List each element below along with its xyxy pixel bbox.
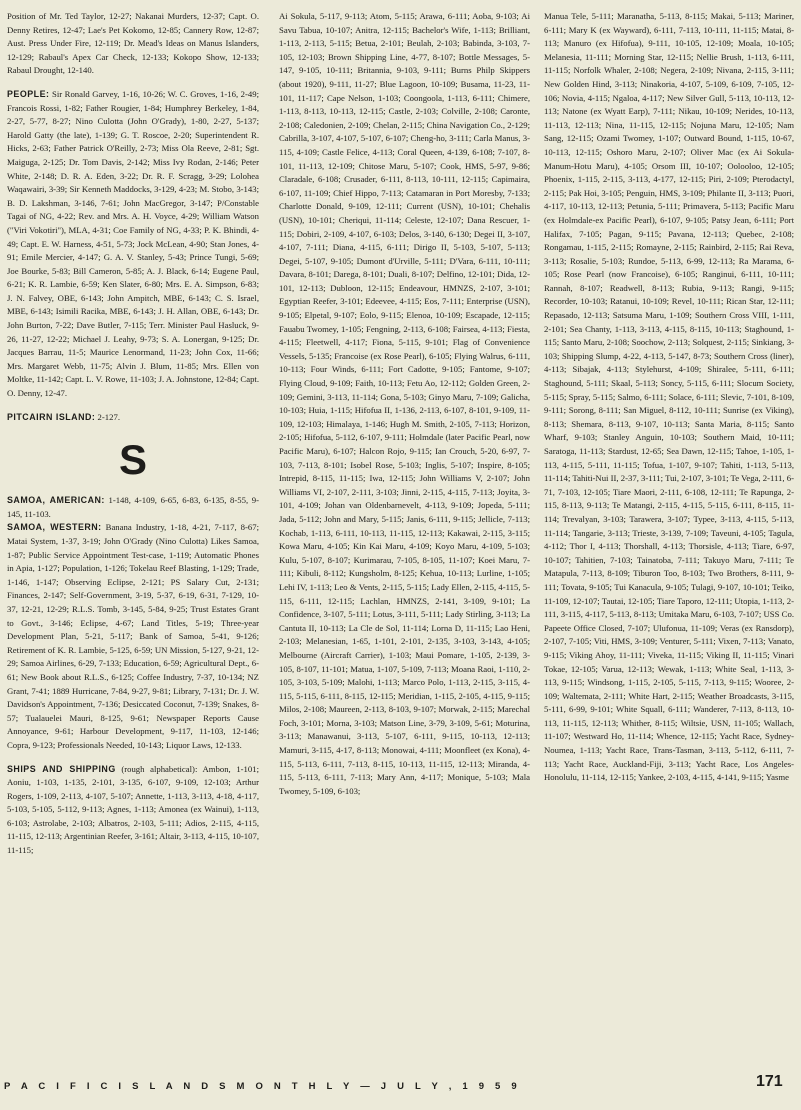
index-entry-text: Ai Sokula, 5-117, 9-113; Atom, 5-115; Arawa, 6-111; Aoba, 9-103; Ai Savu Tabua, 10-107; Anitra, 12-115; Bachelor's Wife, 1-113; Brilliant, 1-113, 2-113, 5-115; Betua, 2-101; Beulah, 2-103; Babinda, 3-103, 7-105, 12-103; Brown Shipping Line, 4-77, 8-107; Bottle Messages, 5-147, 9-105, 10-111; Britannia, 9-103, 9-111; Burns Philp Skippers (about 1920), 9-111, 11-27; Blue Lagoon, 10-109; Busama, 11-23, 11-101, 11-117; Cape Nelson, 1-103; Coongoola, 1-113, 6-111; Chimere, 1-113, 8-113, 10-113, 12-115; Castle, 2-103; Colville, 2-108; Caronte, 2-108; Caledonien, 2-109; Chelan, 2-115; China Navigation Co., 2-129; Cabrilla, 3-107, 4-107, 5-107, 6-107; Cheng-ho, 3-111; Carla Manus, 3-115, 4-109; Castle Felice, 4-113; Coral Queen, 4-139, 6-108; 7-107, 8-101, 11-113, 12-109; Chitose Maru, 5-107; Cook, HMS, 5-97, 9-86; Claradale, 6-108; Crusader, 6-111, 8-113, 10-111, 12-115; Capimaira, 6-107, 11-109; Chief Hippo, 7-113; Catamaran in Port Moresby, 7-133; Charlotte Donald, 9-109, 12-111; Current (USN), 10-101; Chehalis (USN), 10-101; Cheriqui, 11-114; Celeste, 12-107; Dana Rescuer, 1-115; Dobiri, 2-109, 4-107, 6-103; Delos, 3-140, 6-130; Degei II, 3-107, 4-107, 7-111; Diana, 4-115, 6-111; Dirigo II, 5-103, 5-107, 5-113; Degei, 5-107, 9-105; Dumont d'Urville, 5-111; D'Vara, 6-111, 10-111; Davara, 8-101; Darega, 8-101; Duali, 8-107; Delfino, 12-101; Dida, 12-101, 12-113; Dubloon, 12-115; Endeavour, HMNZS, 2-107, 3-101; Egyptian Reefer, 3-101; Edeevee, 4-115; Eos, 7-111; Enterprise (USN), 9-105; Elpetal, 9-107; Eolo, 9-115; Elenoa, 10-109; Escapade, 12-115; Fauabu Twomey, 1-105; Fengning, 2-113, 6-108; Fairsea, 4-113; Fiesta, 4-115; Fleetwell, 4-117; Fiona, 5-115, 9-101; Flag of Convenience Vessels, 5-135; Francoise (ex Rose Pearl), 6-105; Flying Walrus, 6-111, 10-113; Four Winds, 6-111; Fort Cadotte, 9-105; Fantome, 9-107; Flying Cloud, 9-109; Faith, 10-113; Fetu Ao, 12-112; Golden Green, 2-109; Gemini, 3-113, 11-114; Gona, 5-103; Ginyo Maru, 7-109; Galicha, 10-103; Huia, 1-115; Hifofua II, 1-136, 2-113, 6-107, 8-101, 9-109, 11-109, 12-103; Himalaya, 1-146; Hugh M. Smith, 2-105, 7-113; Horizon, 2-105; Hifofua, 5-112, 6-107, 9-111; Holmdale (later Pacific Pearl, now Pacific Maru), 6-107; Halcon Rojo, 9-115; Ian Crouch, 5-20, 6-97, 7-103, 7-113, 8-101; Isobel Rose, 5-103; Inglis, 5-107; Inspire, 8-105; Intrepid, 8-115, 11-115; Iwa, 12-115; John Williams V, 2-107; John Williams VI, 2-107, 2-111, 3-103; Jinni, 2-115, 4-115, 7-113; Joyita, 3-101, 4-109; Johan van Oldenbarnevelt, 4-113, 9-109; Jopeda, 5-111; Jada, 5-112; John and Mary, 5-115; Janis, 6-111, 9-115; Jellicle, 7-113; Kochab, 1-113, 6-111, 10-113, 11-115, 12-113; Kakawai, 2-115, 3-115; Kowa Maru, 4-105; Kin Kai Maru, 4-109; Koyo Maru, 4-109, 5-103; Kulu, 5-107, 8-107; Kurimarau, 7-105, 8-105, 11-107; Koei Maru, 7-111; Kibuli, 8-112; Kungsholm, 8-125; Kehua, 10-113; Lurline, 1-105; Lehi IV, 1-113; Leo & Vents, 2-115, 5-115; Lady Ellen, 2-115, 4-115, 5-115, 6-111, 12-115; Lachlan, HMNZS, 2-141, 3-109, 9-101; La Confidence, 3-107, 5-111; Lotus, 3-111, 5-111; Lady Stirling, 3-113; La Cantuta II, 10-113; La Cle de Sol, 11-114; Lorna D, 11-115; Lao Heni, 2-103; Melanesian, 1-65, 1-101, 2-101, 2-135, 3-103, 3-143, 4-105; Melbourne (Aircraft Carrier), 1-103; Maui Pomare, 1-105, 2-139, 3-105, 8-107, 11-101; Matua, 1-107, 5-109, 7-113; Moana Raoi, 1-110, 2-105, 3-103, 5-109; Malohi, 1-113; Marco Polo, 1-113, 2-115, 3-115, 4-115, 5-115, 6-111, 8-115, 12-115; Meridian, 1-115, 2-105, 4-115, 9-115; Milos, 2-108; Maureen, 2-113, 8-103, 9-107; Morwak, 2-115; Marechal Foch, 3-101; Morna, 3-103; Matson Line, 3-79, 3-109, 5-61; Moturina, 3-113; Manawanui, 3-113, 5-107, 6-111, 9-115, 10-113, 12-113; Mamuri, 3-115, 4-17, 8-113; Monowai, 4-111; Moonfleet (ex Kona), 4-115, 5-113, 6-111, 7-113, 8-115, 10-113, 11-115, 12-113; Miranda, 4-115, 5-113, 6-111, 7-113; Mary Ann, 4-117; Monique, 5-103; Mala Twomey, 5-109, 6-103; [279,11,530,796]
index-entry [7,494,259,521]
index-entry-heading: PITCAIRN ISLAND: [7,411,96,422]
index-entry-heading: SAMOA, AMERICAN: [7,495,105,506]
index-entry [7,411,259,425]
index-entry-text: Manua Tele, 5-111; Maranatha, 5-113, 8-115; Makai, 5-113; Mariner, 6-111; Mary K (ex Wayward), 6-111, 7-113, 10-111, 11-115; Matai, 8-113; Manuro (ex Hifofua), 9-111, 10-105, 12-109; Moala, 10-105; Melanesia, 11-111; Morning Star, 12-115; Nellie Brush, 1-113, 6-111, 11-115; Norfolk Whaler, 2-108; Negera, 2-109; Nivana, 2-115, 3-111; New Golden Hind, 3-113; Ninakoria, 4-107, 5-109, 6-109, 7-105, 12-106; Novia, 4-115; Ngaloa, 4-117; New Silver Gull, 5-113, 10-113, 12-113; Natone (ex Wyatt Earp), 7-111; Nikau, 10-109; Nerides, 10-113, 11-113, 12-113; Nina, 11-115, 12-115; Nojuna Maru, 12-105; Nam Sang, 12-115; Ozami Twomey, 1-107; Outward Bound, 1-115, 10-67, 10-113, 12-115; Oshoro Maru, 2-107; Oliver Mac (ex Ai Sokula-Manum-Hotu Maru), 4-105; Orsom III, 10-107; Oolooloo, 12-105; Phoenix, 1-115, 2-115, 3-113, 4-177, 12-115; Piri, 2-109; Pterodactyl, 2-115; Pak Hoi, 3-105; Penguin, HMS, 3-109; Philante II, 3-113; Puori, 4-117, 10-113, 12-113; Petunia, 5-111; Primavera, 5-113; Pacific Maru (ex Holmdale-ex Pacific Pearl), 6-107, 9-105; Patsy Jean, 6-111; Port Halifax, 7-105; Pagan, 9-115; Pavana, 12-113; Quebec, 2-108; Rongamau, 1-115, 2-115; Romayne, 2-115; Rainbird, 2-115; Rai Reva, 3-113; Rosalie, 5-103; Rundoe, 5-113, 6-99, 12-113; Ra Marama, 6-105; Rose Pearl (now Francoise), 6-105; Ranginui, 6-111, 10-111; Rannah, 8-107; Readwell, 8-113; Rubia, 9-113; Rangi, 9-115; Recorder, 10-103; Ratanui, 10-109; Revel, 10-111; Rican Star, 12-111; Repasado, 12-113; Satsuma Maru, 1-109; Southern Cross VIII, 1-111, 2-101; Sea Chanty, 1-113, 3-113, 4-115, 8-115, 10-113; Staghound, 1-115; Santo Maru, 2-108; Soochow, 2-113; Solquest, 2-115; Sinkiang, 3-103; Shipping Slump, 4-22, 4-113, 5-147, 8-73; Southern Cross (liner), 4-113; Sibajak, 4-113; Stylehurst, 4-109; Shiralee, 5-111, 6-111; Staghound, 5-111; Skaal, 5-113; Soncy, 5-115, 6-111; Slocum Society, 5-115; Spray, 5-115; Salmo, 6-111; Solace, 6-111; Slevic, 7-101, 8-109, 9-111; Sorong, 8-111; San Miguel, 8-112, 10-111; Sunrise (ex Viking), 8-113; Shemara, 8-113, 9-107, 10-113; Santa Maria, 8-115; Santo Wharf, 9-103; Stanley Anguin, 10-103; Southern Maid, 10-111; Saratoga, 11-113; Stardust, 12-65; Sea Dawn, 12-115; Tahoe, 1-105, 1-113, 4-115, 5-111, 11-115; Tofua, 1-107, 9-107; Tahiti, 1-113, 5-113, 11-114; Tahiti-Nui II, 2-37, 3-111; Tui, 2-107, 3-101; Te Vega, 2-111, 6-71, 7-103, 12-105; Tiare Maori, 2-111, 6-108, 12-111; Te Rapunga, 2-115, 8-113, 9-113; Te Matangi, 2-115, 4-115, 5-115, 6-111, 8-115, 11-114; Trevalyan, 3-103; Tarawera, 3-107; Typee, 3-113, 4-115, 5-113, 11-114; Tangarie, 3-113; Trieste, 3-139, 7-109; Taveuni, 4-105; Tagula, 4-112; Thor I, 4-113; Thorshall, 4-113; Thorsisle, 4-113; Tiare, 6-97, 10-107; Tahitien, 7-103; Tainatoba, 7-111; Takuyo Maru, 7-111; Te Matapula, 7-113, 8-109; Tiburon Too, 8-103; Two Brothers, 8-111, 9-111; Tovata, 9-105; Tui Kanacula, 9-105; Tulagi, 9-107, 10-101; Teiko, 11-109, 12-107; Tautai, 12-105; Tiare Taporo, 12-111; Utopia, 1-113, 2-111, 3-115, 4-117, 5-113, 8-113; Umitaka Maru, 6-103, 7-107; USS Co. Papeete Office Closed, 7-107; Ulufonua, 11-109; Veras (ex Ransdorp), 2-107, 7-105; Viti, HMS, 3-109; Venturer, 5-111; Vixen, 7-113; Vanato, 9-115; Viking Ahoy, 11-111; Viveka, 11-115; Viking II, 11-115; Vinari Tokae, 12-105; Varua, 12-113; Wewak, 1-113; White Seal, 1-113, 3-113, 9-115; Windsong, 1-115, 2-105, 5-115, 7-113, 9-115; Wooree, 2-109; Waltemata, 2-111; White Hart, 2-115; Weather Broadcasts, 3-115, 5-111, 6-99, 9-101; White Squall, 6-111; Wanderer, 7-113, 8-113, 10-113, 11-115, 12-113; Whither, 8-115; Wiltsie, USN, 11-105; Wallach, 11-107; Westward Ho, 11-114; Whence, 12-115; Yacht Race, Sydney-Noumea, 1-113; Yacht Race, Trans-Tasman, 3-113, 5-112, 6-111, 7-113; Yacht Race, Auckland-Fiji, 3-113; Yacht Race, Los Angeles-Honolulu, 11-114, 12-115; Yankee, 2-103, 4-115, 4-141, 9-115; Yasme [544,11,794,783]
index-entry [7,10,259,78]
index-column-3 [544,10,794,1052]
page-number: 171 [756,1073,783,1090]
index-entry-heading: SHIPS AND SHIPPING [7,763,116,774]
index-entry [7,763,259,858]
index-entry-text: Sir Ronald Garvey, 1-16, 10-26; W. C. Groves, 1-16, 2-49; Francois Rossi, 1-82; Father Rougier, 1-84; Humphrey Berkeley, 1-84, 2-27, 5-77, 8-27; Nino Culotta (John O'Grady), 1-80, 2-27, 5-137; Harold Gatty (the late), 1-139; G. T. Roscoe, 2-20; Superintendent R. Hicks, 2-63; Father Patrick O'Reilly, 2-73; Miss Ola Reeve, 2-81; Sgt. Maiguga, 2-125; Dr. Tom Davis, 2-142; Miss Ivy Rodan, 2-146; Peter White, 2-148; D. R. A. Eden, 3-22; Dr. R. F. Scragg, 3-29; Lolohea Waqawairi, 3-39; Sir Kenneth Maddocks, 3-129, 4-23; M. Stobo, 3-143; B. D. Lakshman, 3-146, 7-61; John MacGregor, 3-147; P/Constable Tagai of NG, 4-22; Rev. and Mrs. A. H. Voyce, 4-29; William Watson ("Viri Vokotiri"), MLA, 4-31; Coe Family of NG, 4-33; P. K. Bhindi, 4-49; Capt. E. W. Harness, 4-51, 5-73; Jock McLean, 4-90; Stan Jones, 4-91; Emile Mercier, 4-147; G. A. V. Stanley, 5-43; Prince Tungi, 5-69; Joe Bourke, 5-83; Bill Cameron, 5-85; A. J. Black, 6-14; Eugene Paul, 6-21; K. R. Lambie, 6-59; Ken Slater, 6-80; Mrs. E. A. Simpson, 6-83; J. N. Falvey, OBE, 6-143; John Ampitch, MBE, 6-143; C. S. Israel, MBE, 6-143; Isimili Racika, MBE, 6-143; J. H. Allan, OBE, 6-143; Dr. John Burton, 7-22; Dave Butler, 7-115; Terr. Minister Paul Hasluck, 9-26, 11-27, 12-22; Michael J. Leahy, 9-73; S. A. Lonergan, 9-125; Dr. Jacques Barrau, 11-5; Maurice Lenormand, 11-23; John Cox, 11-66; Mrs. Margaret Webb, 11-75; Alvin J. Blum, 11-85; Mrs. Ellen von Moltke, 11-142; Capt. L. V. Rowe, 11-103; J. A. Johnstone, 12-84; Capt. O. Denny, 12-47. [7,88,259,399]
index-column-1 [7,10,259,1066]
index-entry [279,10,530,798]
index-entry-text: 2-127. [95,411,120,422]
index-column-2 [279,10,530,1070]
index-entry-text: (rough alphabetical): Ambon, 1-101; Aoniu, 1-103, 1-135, 2-101, 3-135, 6-107, 9-109, 12-103; Arthur Rogers, 1-109, 2-113, 4-107, 5-107; Annette, 1-113, 3-113, 4-18, 4-117, 5-103, 5-105, 5-112, 9-113; Agnes, 1-113; Amonea (ex Wainui), 1-113, 6-103; Astrolabe, 2-103; Albatros, 2-103, 5-111; Adios, 2-115, 4-115, 11-115, 12-113; Argentinian Reefer, 3-161; Altair, 3-113, 4-115, 10-107, 11-115; [7,763,259,856]
section-spacer [7,753,259,763]
index-entry-text: Position of Mr. Ted Taylor, 12-27; Nakanai Murders, 12-37; Capt. O. Denny Retires, 12-47; Lae's Pet Kokomo, 12-85; Cannery Row, 12-87; Aust. Press Under Fire, 12-119; Dr. Mead's Ideas on Manus Islanders, 12-129; Rabaul's Apex Car Check, 12-133; Kokopo Show, 12-133; Rabaul Drought, 12-140. [7,11,259,76]
section-spacer [7,78,259,88]
index-entry [544,10,794,785]
index-entry [7,88,259,401]
section-spacer [7,401,259,411]
index-entry-text: 1-148, 4-109, 6-65, 6-83, 6-135, 8-55, 9-145, 11-103. [7,495,259,519]
index-entry-heading: PEOPLE: [7,88,50,99]
index-letter-heading: S [118,436,147,484]
index-entry [7,521,259,752]
index-entry-text: Banana Industry, 1-18, 4-21, 7-117, 8-67; Matai System, 1-37, 3-19; John O'Grady (Nino Culotta) Likes Samoa, 1-87; Public Service Appointment Test-case, 1-119; Automatic Phones in Apia, 1-127; Population, 1-126; Tokelau Reef Blasting, 1-129; Trade, 1-146, 1-147; Observing Eclipse, 2-121; PS Salary Cut, 2-131; Finances, 2-147; Self-Government, 3-19, 5-37, 6-19, 6-31, 7-129, 10-37, 12-21, 12-29; R.L.S. Tomb, 3-145, 5-84, 9-25; Trust Estates Grant to Govt., 3-146; Eclipse, 4-67; Land Titles, 5-19; Three-year Development Plan, 5-21, 5-117; Bank of Samoa, 5-41, 9-126; Retirement of K. R. Lambie, 5-125, 6-59; UN Mission, 5-127, 9-21, 12-29; Samoa Airlines, 6-29, 7-133; Education, 6-59; Agricultural Dept., 6-61; New Book about R.L.S., 6-125; Coffee Industry, 7-37, 10-134; NZ Grant, 7-41; 1889 Hurricane, 7-84, 9-27, 9-81; Library, 7-131; Dr. J. W. Davidson's Appointment, 7-136; Desiccated Coconut, 7-139; Snakes, 8-57; Tualauelei Mauri, 8-125, 9-61; Newspaper Reports Cause Annoyance, 9-61; Harbour Development, 9-117, 11-103, 12-146; Copra, 9-123; Professionals Needed, 10-143; Liquor Laws, 12-133. [7,522,259,750]
page-footer [0,1071,801,1105]
footer-publication-line: P A C I F I C I S L A N D S M O N T H L Y — J U L Y , 1 9 5 9 [4,1081,521,1092]
index-entry-heading: SAMOA, WESTERN: [7,522,102,533]
